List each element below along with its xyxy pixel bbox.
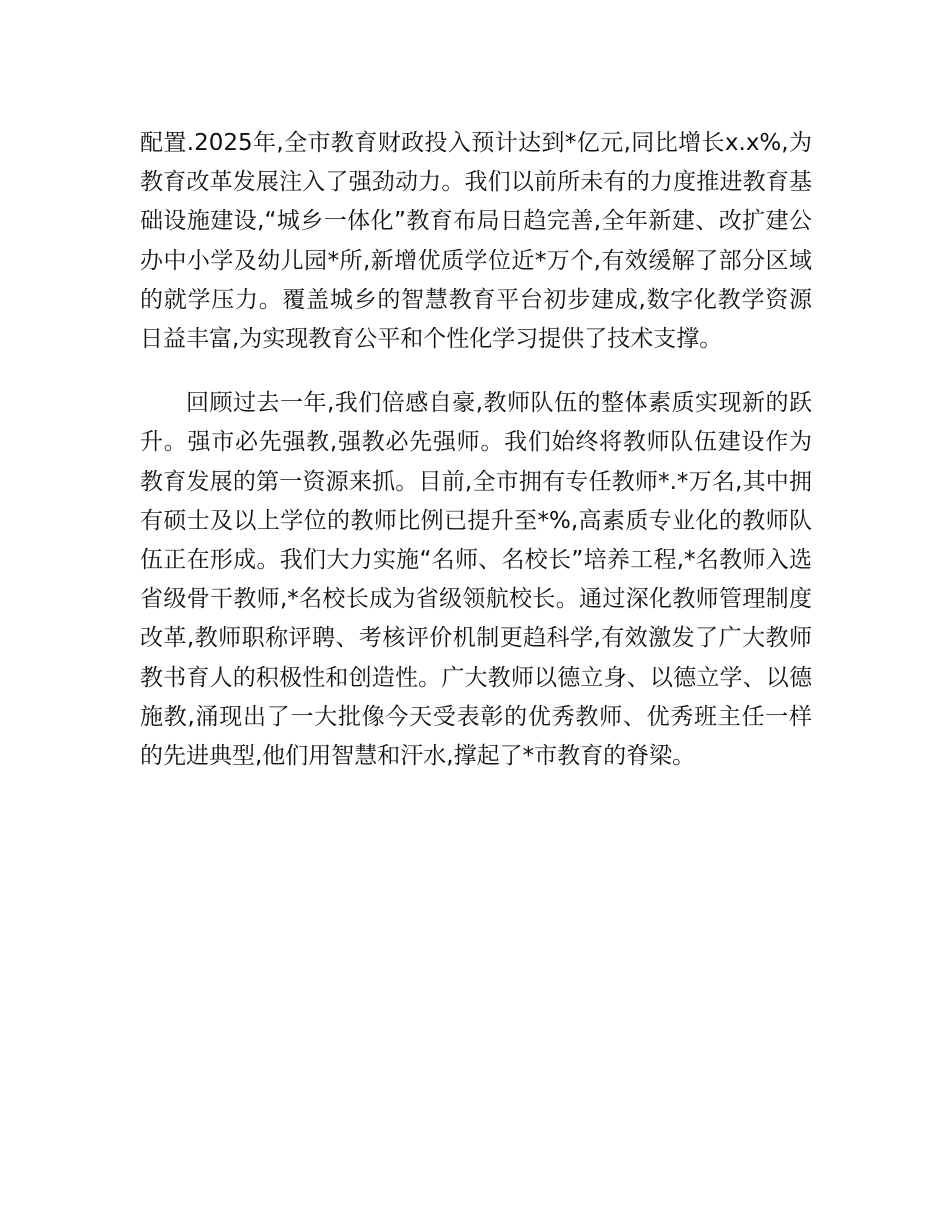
paragraph-education-investment: 配置.2025年,全市教育财政投入预计达到*亿元,同比增长x.x%,为教育改革发展注入了强劲动力。我们以前所未有的力度推进教育基础设施建设,“城乡一体化”教育布局日趋完善,全年新建、改扩建公办中小学及幼儿园*所,新增优质学位近*万个,有效缓解了部分区域的就学压力。覆盖城乡的智慧教育平台初步建成,数字化教学资源日益丰富,为实现教育公平和个性化学习提供了技术支撑。: [140, 130, 812, 353]
document-body: [140, 124, 812, 776]
paragraph-teacher-workforce: 回顾过去一年,我们倍感自豪,教师队伍的整体素质实现新的跃升。强市必先强教,强教必先强师。我们始终将教师队伍建设作为教育发展的第一资源来抓。目前,全市拥有专任教师*.*万名,其中拥有硕士及以上学位的教师比例已提升至*%,高素质专业化的教师队伍正在形成。我们大力实施“名师、名校长”培养工程,*名教师入选省级骨干教师,*名校长成为省级领航校长。通过深化教师管理制度改革,教师职称评聘、考核评价机制更趋科学,有效激发了广大教师教书育人的积极性和创造性。广大教师以德立身、以德立学、以德施教,涌现出了一大批像今天受表彰的优秀教师、优秀班主任一样的先进典型,他们用智慧和汗水,撑起了*市教育的脊梁。: [140, 390, 812, 770]
